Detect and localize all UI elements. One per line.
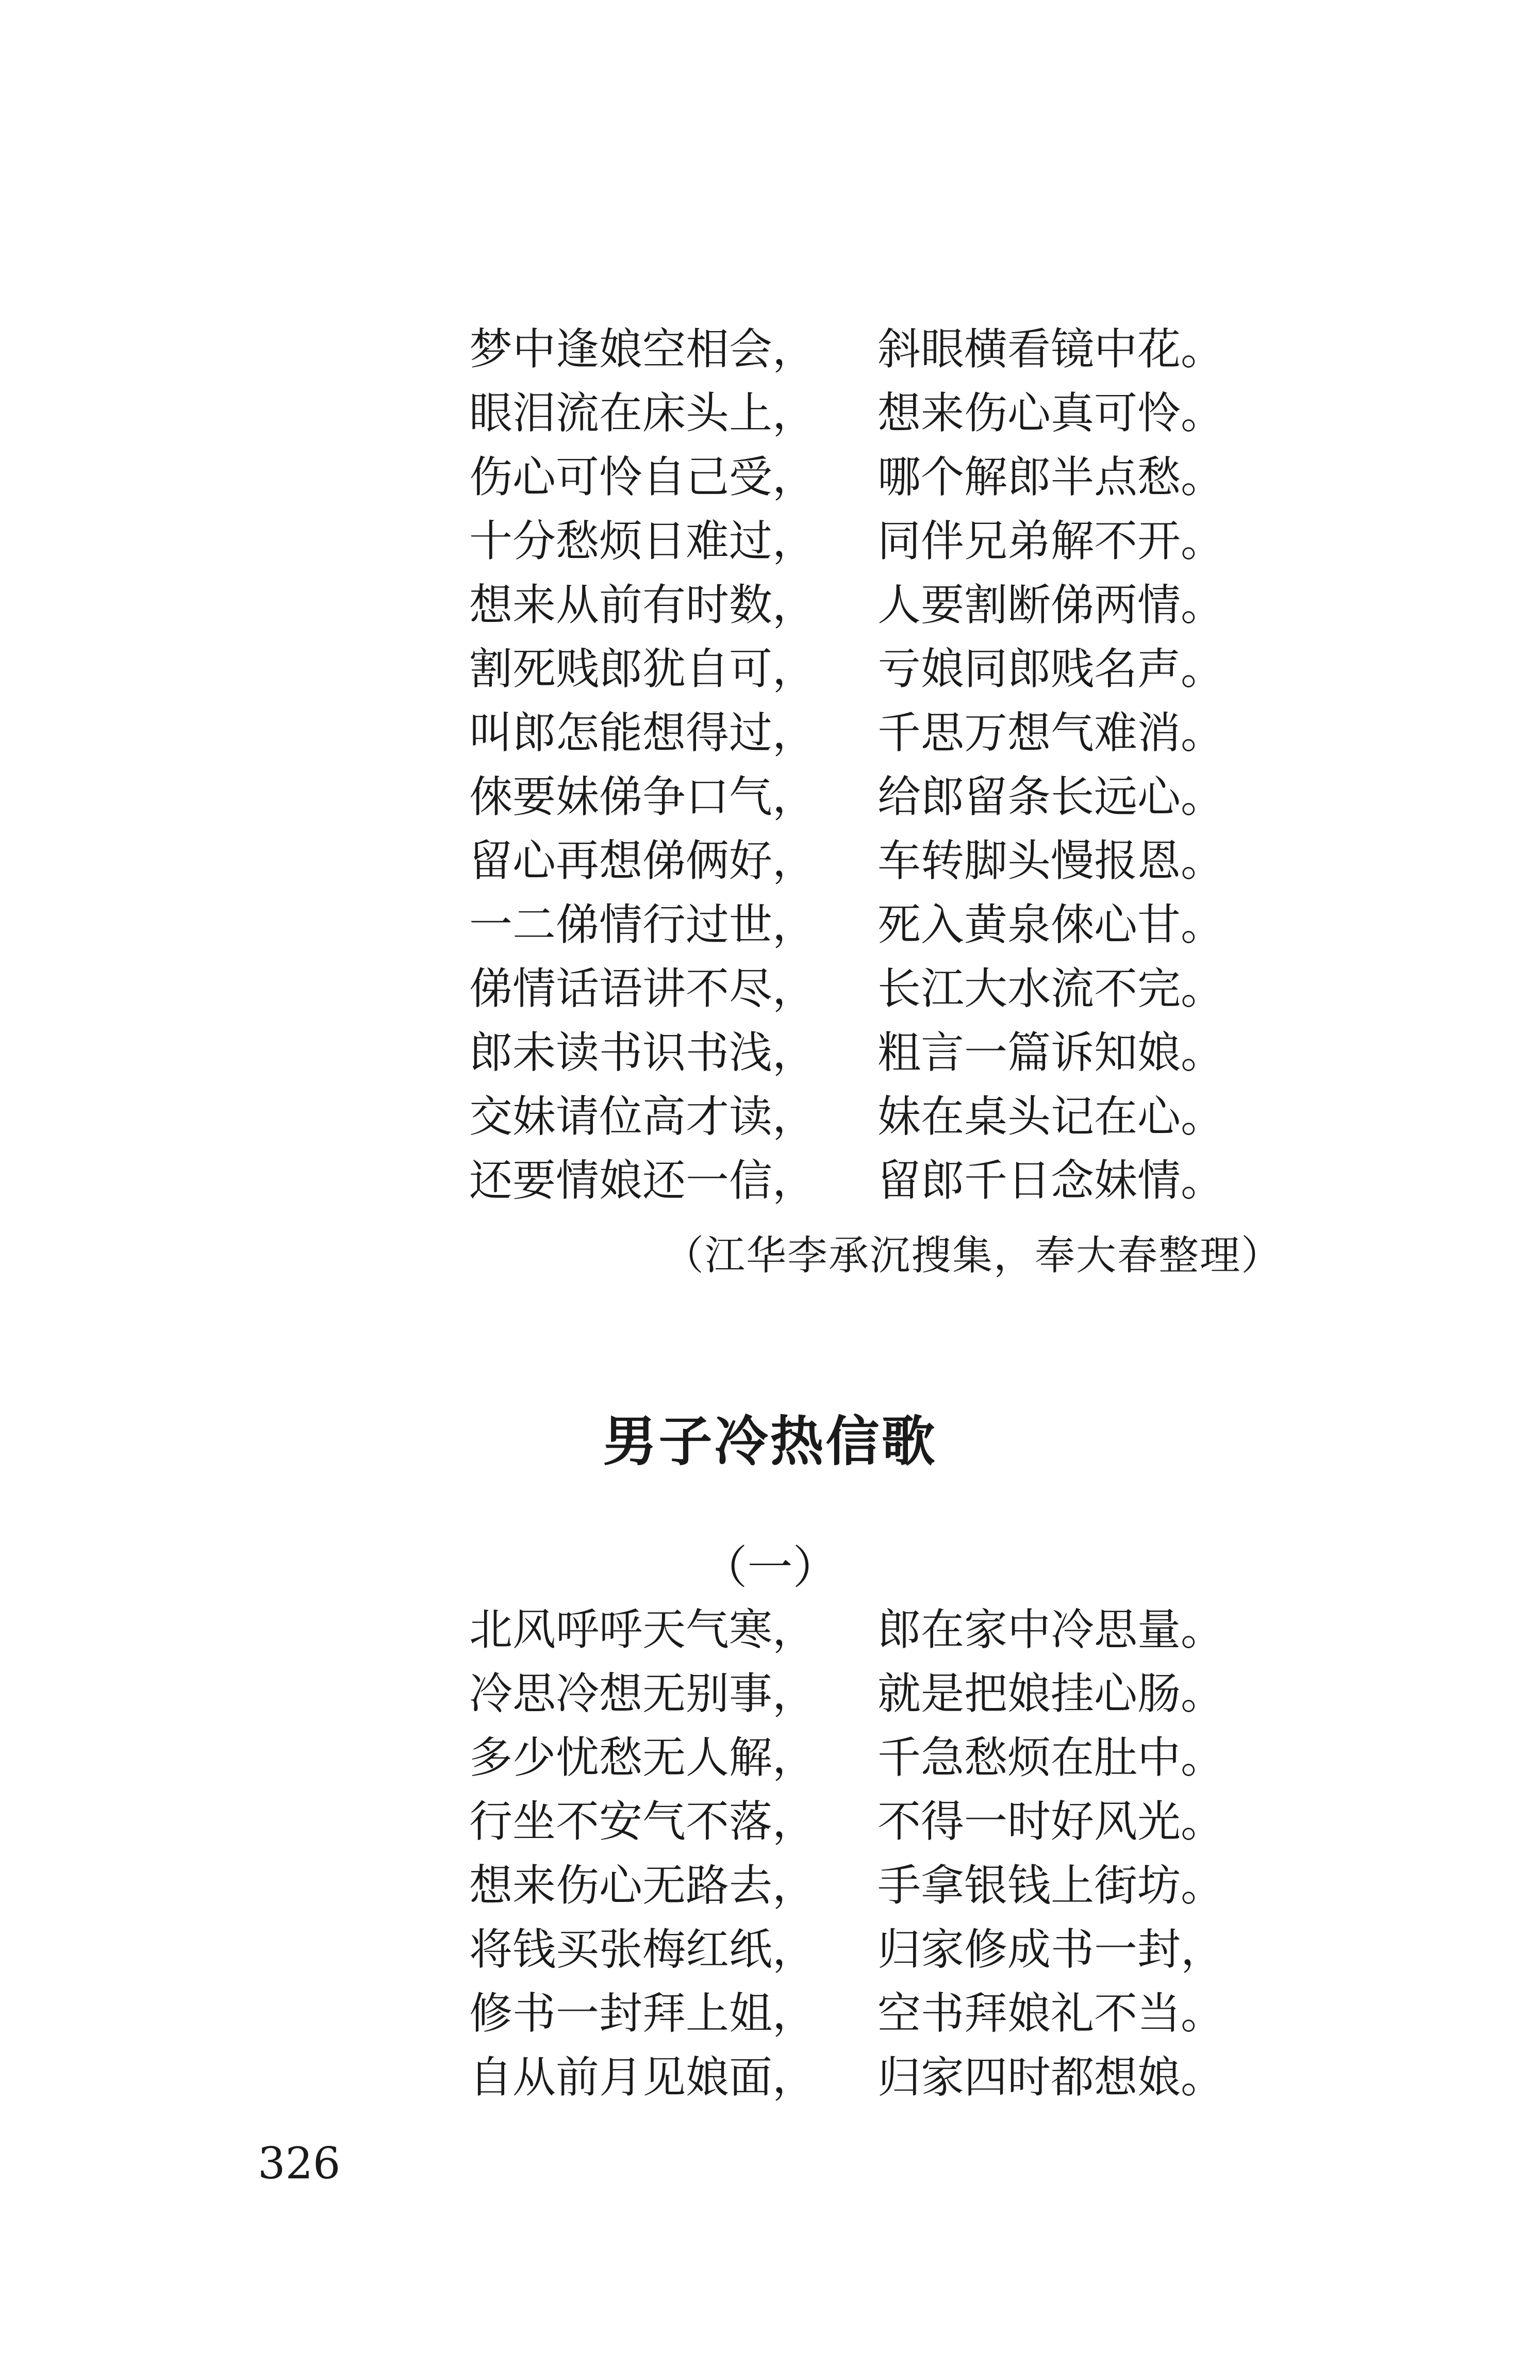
verse-second-half: 粗言一篇诉知娘。 xyxy=(877,1027,1224,1078)
verse-line xyxy=(0,765,1540,829)
verse-second-half: 不得一时好风光。 xyxy=(877,1796,1224,1847)
verse-line xyxy=(0,1085,1540,1148)
verse-first-half: 眼泪流在床头上， xyxy=(469,388,816,438)
section-number: （一） xyxy=(702,1541,838,1594)
verse-line xyxy=(0,445,1540,509)
verse-first-half: 一二俤情行过世， xyxy=(469,899,816,950)
verse-first-half: 想来从前有时数， xyxy=(469,580,816,630)
verse-first-half: 郎未读书识书浅， xyxy=(469,1027,816,1078)
verse-second-half: 千急愁烦在肚中。 xyxy=(877,1732,1224,1783)
verse-line xyxy=(0,1662,1540,1726)
verse-first-half: 自从前月见娘面， xyxy=(469,2052,816,2103)
verse-second-half: 亏娘同郎贱名声。 xyxy=(877,644,1224,694)
verse-second-half: 郎在家中冷思量。 xyxy=(877,1604,1224,1655)
verse-first-half: 北风呼呼天气寒， xyxy=(469,1604,816,1655)
verse-second-half: 斜眼横看镜中花。 xyxy=(877,324,1224,374)
verse-second-half: 想来伤心真可怜。 xyxy=(877,388,1224,438)
verse-line xyxy=(0,829,1540,893)
verse-second-half: 就是把娘挂心肠。 xyxy=(877,1668,1224,1719)
verse-first-half: 割死贱郎犹自可， xyxy=(469,644,816,694)
verse-second-half: 妹在桌头记在心。 xyxy=(877,1091,1224,1142)
verse-first-half: 还要情娘还一信， xyxy=(469,1155,816,1206)
collector-credit: （江华李承沉搜集，奉大春整理） xyxy=(663,1233,1282,1279)
poem-continued xyxy=(0,317,1540,1212)
verse-line xyxy=(0,1917,1540,1981)
verse-line xyxy=(0,317,1540,381)
verse-first-half: 冷思冷想无别事， xyxy=(469,1668,816,1719)
verse-line xyxy=(0,1981,1540,2045)
verse-second-half: 归家修成书一封， xyxy=(877,1924,1224,1975)
verse-first-half: 倈要妹俤争口气， xyxy=(469,772,816,822)
verse-second-half: 死入黄泉倈心甘。 xyxy=(877,899,1224,950)
verse-first-half: 伤心可怜自己受， xyxy=(469,452,816,502)
verse-line xyxy=(0,381,1540,445)
verse-second-half: 留郎千日念妹情。 xyxy=(877,1155,1224,1206)
verse-first-half: 行坐不安气不落， xyxy=(469,1796,816,1847)
page-number: 326 xyxy=(258,2138,341,2189)
verse-line xyxy=(0,573,1540,637)
verse-first-half: 十分愁烦日难过， xyxy=(469,516,816,566)
verse-line xyxy=(0,1598,1540,1662)
verse-first-half: 想来伤心无路去， xyxy=(469,1860,816,1911)
verse-first-half: 交妹请位高才读， xyxy=(469,1091,816,1142)
verse-second-half: 千思万想气难消。 xyxy=(877,708,1224,758)
verse-line xyxy=(0,637,1540,701)
verse-line xyxy=(0,957,1540,1021)
verse-line xyxy=(0,1148,1540,1212)
verse-line xyxy=(0,1726,1540,1790)
verse-first-half: 梦中逢娘空相会， xyxy=(469,324,816,374)
verse-second-half: 长江大水流不完。 xyxy=(877,963,1224,1014)
verse-line xyxy=(0,2045,1540,2109)
verse-first-half: 将钱买张梅红纸， xyxy=(469,1924,816,1975)
verse-second-half: 车转脚头慢报恩。 xyxy=(877,835,1224,886)
verse-second-half: 人要割断俤两情。 xyxy=(877,580,1224,630)
verse-second-half: 手拿银钱上街坊。 xyxy=(877,1860,1224,1911)
verse-second-half: 空书拜娘礼不当。 xyxy=(877,1988,1224,2039)
verse-first-half: 多少忧愁无人解， xyxy=(469,1732,816,1783)
verse-first-half: 俤情话语讲不尽， xyxy=(469,963,816,1014)
poem-new xyxy=(0,1598,1540,2109)
song-title: 男子冷热信歌 xyxy=(603,1410,937,1473)
verse-second-half: 同伴兄弟解不开。 xyxy=(877,516,1224,566)
verse-first-half: 留心再想俤俩好， xyxy=(469,835,816,886)
verse-first-half: 修书一封拜上姐， xyxy=(469,1988,816,2039)
verse-line xyxy=(0,1853,1540,1917)
verse-line xyxy=(0,509,1540,573)
verse-second-half: 归家四时都想娘。 xyxy=(877,2052,1224,2103)
verse-line xyxy=(0,1790,1540,1853)
verse-line xyxy=(0,893,1540,957)
verse-second-half: 哪个解郎半点愁。 xyxy=(877,452,1224,502)
verse-line xyxy=(0,1021,1540,1085)
verse-line xyxy=(0,701,1540,765)
verse-second-half: 给郎留条长远心。 xyxy=(877,772,1224,822)
verse-first-half: 叫郎怎能想得过， xyxy=(469,708,816,758)
